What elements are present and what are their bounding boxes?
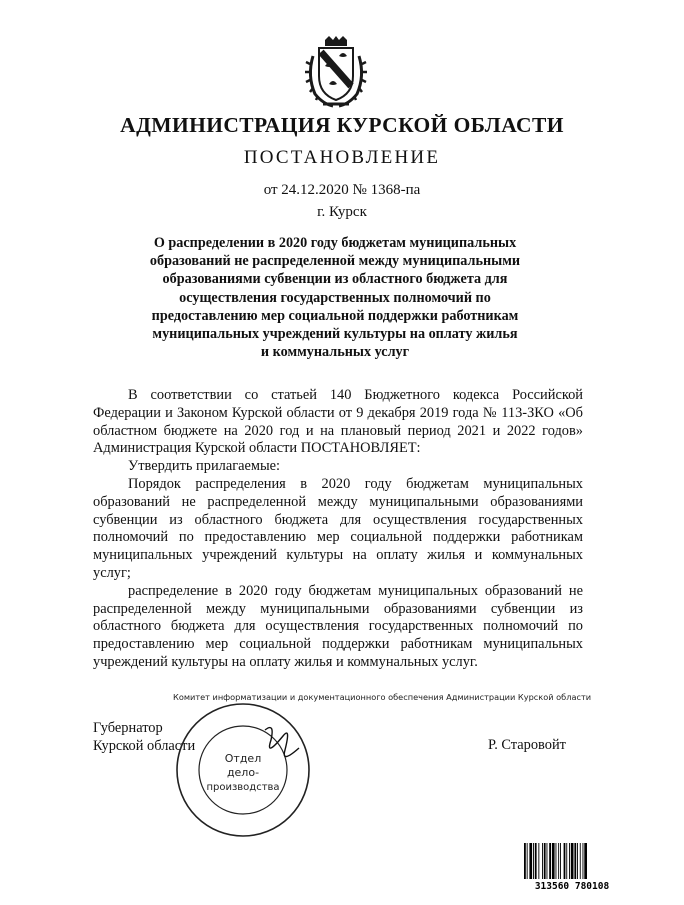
subject-line: и коммунальных услуг xyxy=(260,344,410,361)
subject-line: образований не распределенной между муниципальными xyxy=(149,253,521,270)
barcode-bar xyxy=(549,843,551,879)
document-date-number: от 24.12.2020 № 1368-па xyxy=(263,182,421,198)
barcode-bar xyxy=(535,843,537,879)
signatory-name: Р. Старовойт xyxy=(488,737,566,753)
barcode-bar xyxy=(558,843,559,879)
document-city: г. Курск xyxy=(317,204,367,220)
subject-line: муниципальных учреждений культуры на оплату жилья xyxy=(152,326,518,343)
barcode-icon xyxy=(522,843,622,891)
barcode-bar xyxy=(533,843,534,879)
document-type: ПОСТАНОВЛЕНИЕ xyxy=(243,147,441,168)
signatory-title-line: Губернатор xyxy=(93,720,163,736)
signatory-title-line: Курской области xyxy=(93,738,196,754)
subject-line: образованиями субвенции из областного бюджета для xyxy=(162,271,508,288)
barcode-bar xyxy=(544,843,546,879)
subject-line: осуществления государственных полномочий по xyxy=(179,289,491,306)
stamp-ring-text: Комитет информатизации и документационного обеспечения Администрации Курской области xyxy=(173,692,592,702)
barcode-bar xyxy=(569,843,570,879)
stamp-center-line: дело- xyxy=(226,766,260,779)
coat-of-arms-icon xyxy=(305,36,367,108)
barcode-bar xyxy=(527,843,528,879)
barcode-bar xyxy=(566,843,567,879)
barcode-bar xyxy=(560,843,561,879)
barcode-bar xyxy=(577,843,578,879)
stamp-center-line: производства xyxy=(206,782,280,793)
subject-line: О распределении в 2020 году бюджетам муниципальных xyxy=(153,235,517,251)
barcode-bar xyxy=(552,843,555,879)
stamp-center-line: Отдел xyxy=(224,752,262,765)
barcode-bar xyxy=(524,843,526,879)
approve-line: Утвердить прилагаемые: xyxy=(128,458,281,475)
subject-line: предоставлению мер социальной поддержки работникам xyxy=(151,307,519,324)
barcode-bar xyxy=(542,843,543,879)
barcode-bar xyxy=(547,843,548,879)
barcode-bar xyxy=(571,843,574,879)
barcode-bar xyxy=(564,843,566,879)
organization-title: АДМИНИСТРАЦИЯ КУРСКОЙ ОБЛАСТИ xyxy=(120,113,564,137)
item-distribution-paragraph: распределение в 2020 году бюджетам муниципальных образований не распределенной между муниципальными образованиями субвенции из областного бюджета для осуществления государственных полномочий по предоставлению мер социальной поддержки работникам муниципальных учреждений культуры на оплату жилья и коммунальных услуг. xyxy=(93,582,583,670)
document-body xyxy=(93,387,583,672)
barcode-bar xyxy=(580,843,581,879)
barcode-bar xyxy=(584,843,587,879)
barcode-bar xyxy=(538,843,539,879)
item-order-paragraph: Порядок распределения в 2020 году бюджетам муниципальных образований не распределенной между муниципальными образованиями субвенции из областного бюджета для осуществления государственных полномочий по предоставлению мер социальной поддержки работникам муниципальных учреждений культуры на оплату жилья и коммунальных услуг; xyxy=(93,475,583,581)
barcode-bar xyxy=(574,843,576,879)
document-subject xyxy=(0,234,670,361)
barcode-bar xyxy=(556,843,557,879)
preamble-paragraph: В соответствии со статьей 140 Бюджетного кодекса Российской Федерации и Законом Курской области от 9 декабря 2019 года № 113-ЗКО «Об областном бюджете на 2020 год и на плановый период 2021 и 2022 годов» Администрация Курской области ПОСТАНОВЛЯЕТ: xyxy=(93,387,583,457)
barcode-number: 313560 780108 xyxy=(534,881,610,892)
barcode-bar xyxy=(583,843,584,879)
barcode-bar xyxy=(529,843,532,879)
